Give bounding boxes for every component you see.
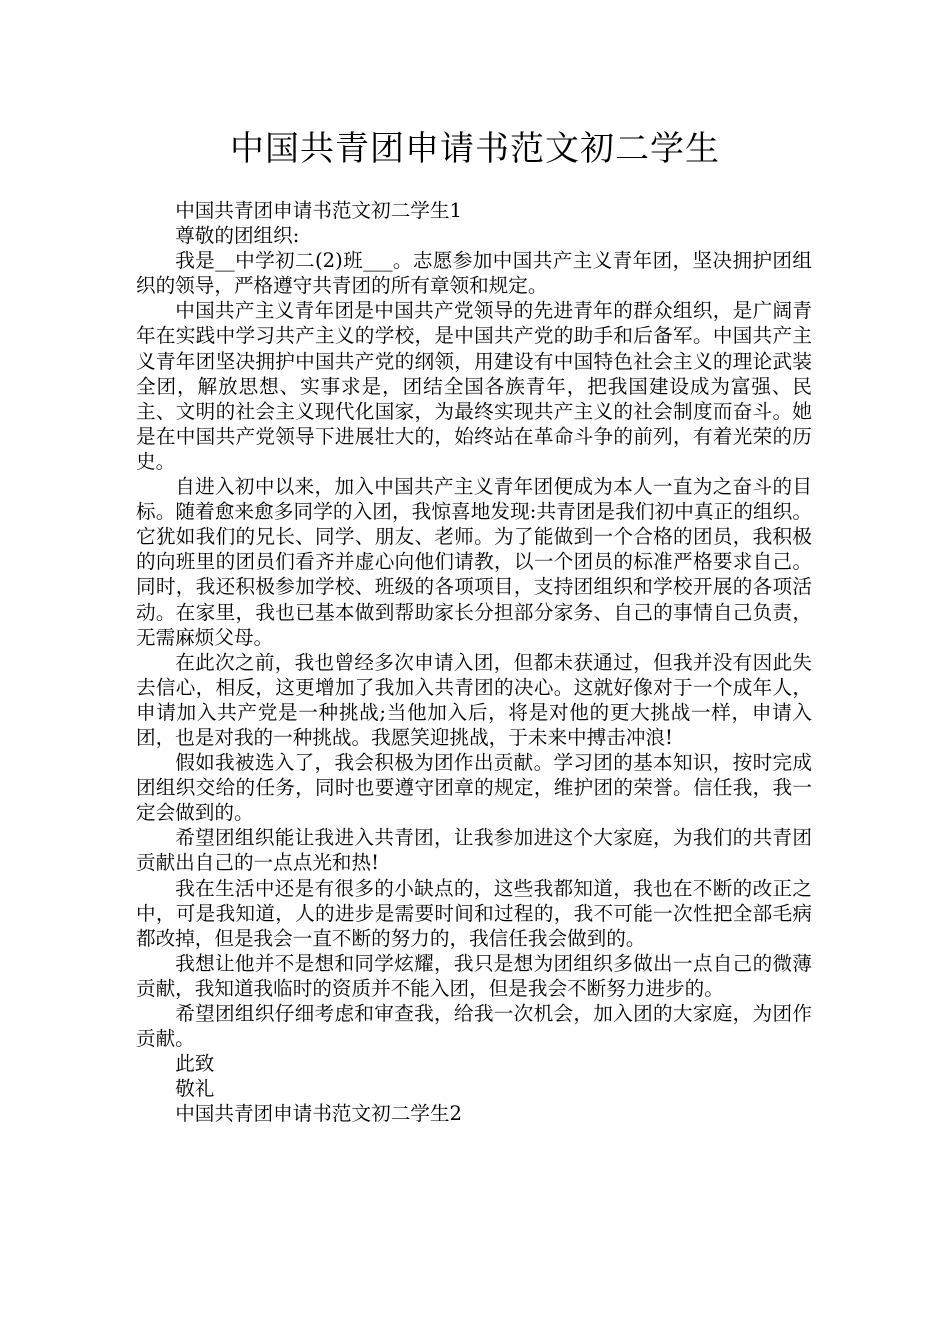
body-paragraph: 中国共产主义青年团是中国共产党领导的先进青年的群众组织，是广阔青年在实践中学习共产主义的学校，是中国共产党的助手和后备军。中国共产主义青年团坚决拥护中国共产党的纲领，用建设有中国特色社会主义的理论武装全团，解放思想、实事求是，团结全国各族青年，把我国建设成为富强、民主、文明的社会主义现代化国家，为最终实现共产主义的社会制度而奋斗。她是在中国共产党领导下进展壮大的，始终站在革命斗争的前列，有着光荣的历史。 <box>136 299 812 473</box>
salutation: 尊敬的团组织: <box>175 224 300 248</box>
body-paragraph: 在此次之前，我也曾经多次申请入团，但都未获通过，但我并没有因此失去信心，相反，这更增加了我加入共青团的决心。这就好像对于一个成年人，申请加入共产党是一种挑战;当他加入后，将是对他的更大挑战一样，申请入团，也是对我的一种挑战。我愿笑迎挑战，于未来中搏击冲浪! <box>136 650 812 749</box>
section-heading-1: 中国共青团申请书范文初二学生1 <box>175 199 462 222</box>
body-paragraph: 我想让他并不是想和同学炫耀，我只是想为团组织多做出一点自己的微薄贡献，我知道我临时的资质并不能入团，但是我会不断努力进步的。 <box>136 951 812 1000</box>
section-heading-2: 中国共青团申请书范文初二学生2 <box>175 1102 462 1126</box>
body-paragraph: 我是__中学初二(2)班___。志愿参加中国共产主义青年团，坚决拥护团组织的领导，严格遵守共青团的所有章领和规定。 <box>136 249 812 298</box>
document-title: 中国共青团申请书范文初二学生 <box>230 129 720 169</box>
body-paragraph: 我在生活中还是有很多的小缺点的，这些我都知道，我也在不断的改正之中，可是我知道，人的进步是需要时间和过程的，我不可能一次性把全部毛病都改掉，但是我会一直不断的努力的，我信任我会做到的。 <box>136 876 812 950</box>
body-paragraph: 希望团组织能让我进入共青团，让我参加进这个大家庭，为我们的共青团贡献出自己的一点点光和热! <box>136 826 812 875</box>
closing-greeting: 敬礼 <box>175 1077 215 1101</box>
body-paragraph: 希望团组织仔细考虑和审查我，给我一次机会，加入团的大家庭，为团作贡献。 <box>136 1002 812 1051</box>
body-paragraph: 假如我被选入了，我会积极为团作出贡献。学习团的基本知识，按时完成团组织交给的任务，同时也要遵守团章的规定，维护团的荣誉。信任我，我一定会做到的。 <box>136 751 812 825</box>
document-body <box>136 198 812 1126</box>
body-paragraph: 自进入初中以来，加入中国共产主义青年团便成为本人一直为之奋斗的目标。随着愈来愈多同学的入团，我惊喜地发现:共青团是我们初中真正的组织。它犹如我们的兄长、同学、朋友、老师。为了能做到一个合格的团员，我积极的向班里的团员们看齐并虚心向他们请教，以一个团员的标准严格要求自己。同时，我还积极参加学校、班级的各项项目，支持团组织和学校开展的各项活动。在家里，我也已基本做到帮助家长分担部分家务、自己的事情自己负责，无需麻烦父母。 <box>136 475 812 649</box>
closing-line: 此致 <box>175 1052 215 1076</box>
